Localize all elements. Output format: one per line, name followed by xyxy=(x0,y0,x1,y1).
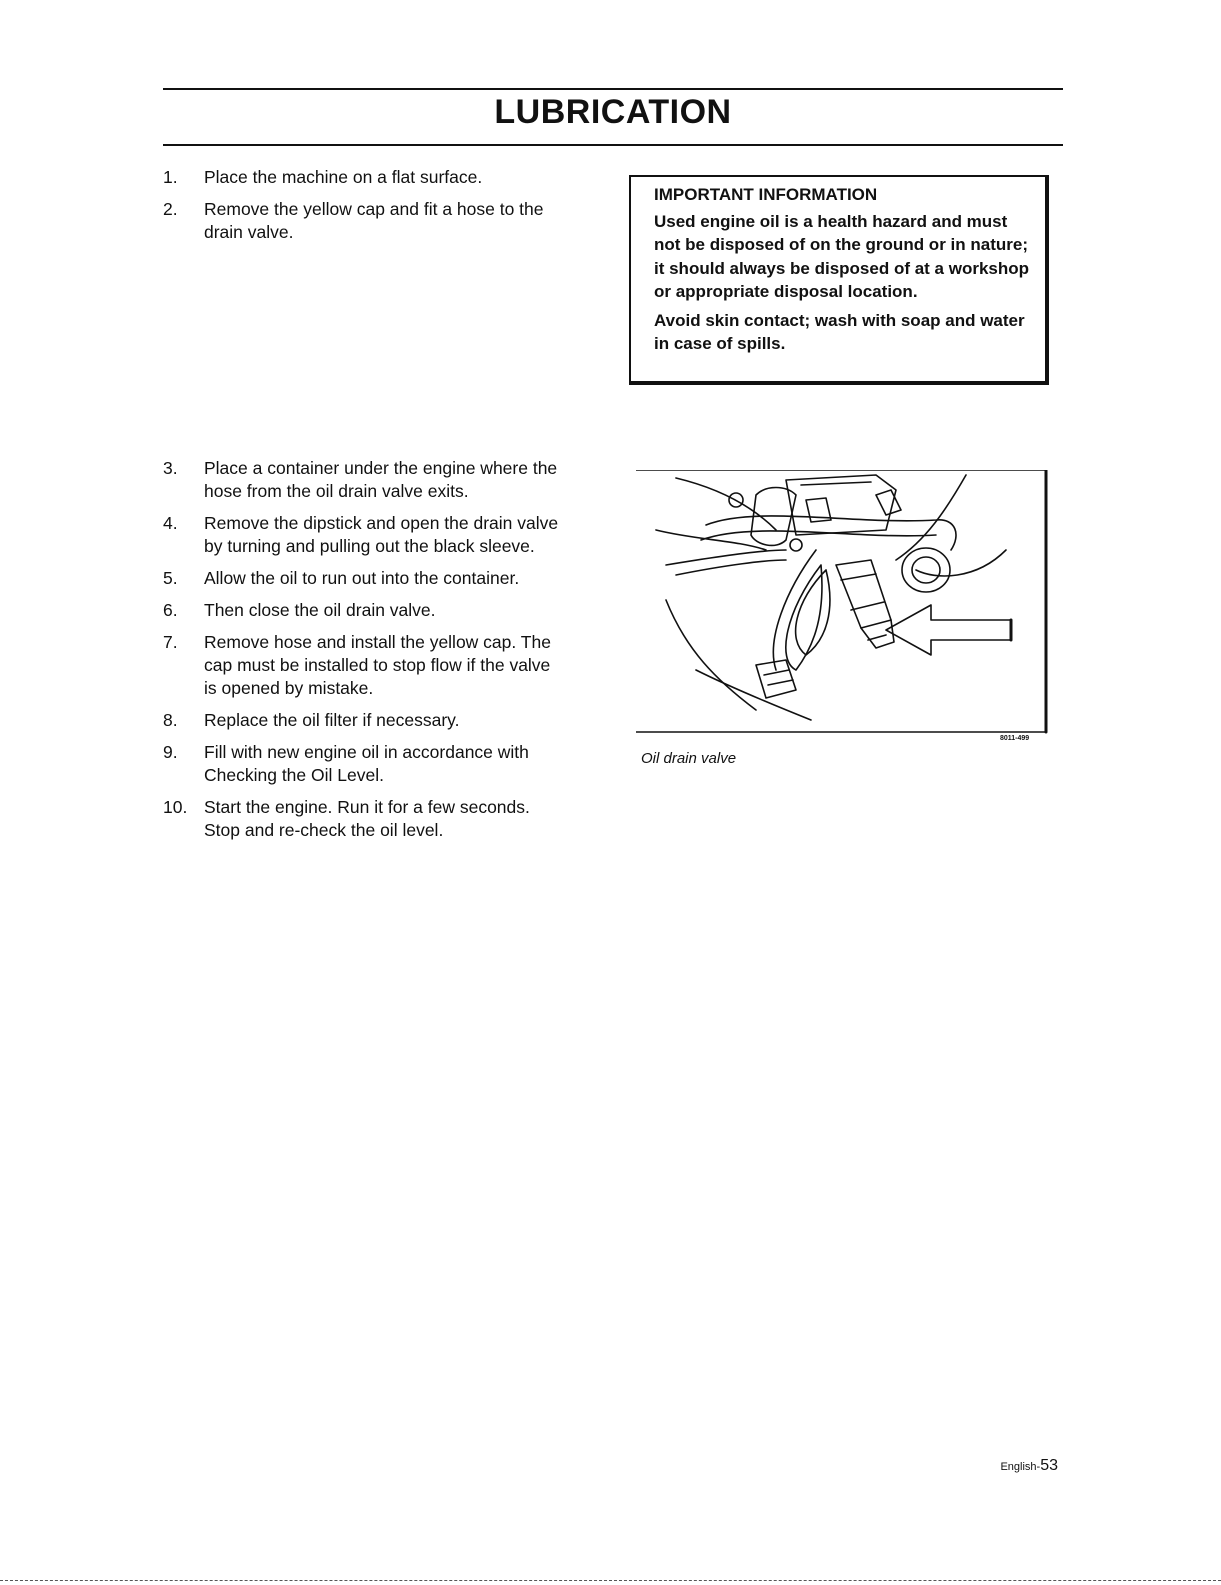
step-number: 5. xyxy=(163,568,178,588)
step-text: Remove hose and install the yellow cap. The cap must be installed to stop flow if the valve is opened by mistake. xyxy=(204,632,551,698)
list-item xyxy=(163,166,563,189)
page-number: 53 xyxy=(1040,1457,1058,1474)
step-number: 2. xyxy=(163,199,178,219)
oil-drain-valve-illustration-icon xyxy=(636,470,1054,735)
step-number: 6. xyxy=(163,600,178,620)
list-item xyxy=(163,709,563,732)
step-text: Allow the oil to run out into the container. xyxy=(204,568,520,588)
header-rule-top xyxy=(163,88,1063,90)
step-number: 8. xyxy=(163,710,178,730)
list-item xyxy=(163,512,563,558)
footer-language: English- xyxy=(1000,1461,1041,1473)
step-text: Fill with new engine oil in accordance with Checking the Oil Level. xyxy=(204,742,529,785)
bottom-edge-rule xyxy=(0,1580,1221,1581)
step-text: Place the machine on a flat surface. xyxy=(204,167,483,187)
step-text: Place a container under the engine where the hose from the oil drain valve exits. xyxy=(204,458,558,501)
step-text: Then close the oil drain valve. xyxy=(204,600,436,620)
step-number: 3. xyxy=(163,458,178,478)
step-number: 9. xyxy=(163,742,178,762)
steps-list-bottom xyxy=(163,457,563,851)
list-item xyxy=(163,599,563,622)
step-text: Remove the yellow cap and fit a hose to the drain valve. xyxy=(204,199,544,242)
figure-code: 8011-499 xyxy=(1000,735,1030,742)
list-item xyxy=(163,567,563,590)
header-rule-bottom xyxy=(163,144,1063,146)
list-item xyxy=(163,457,563,503)
info-paragraph: Used engine oil is a health hazard and must not be disposed of on the ground or in nature; it should always be disposed of at a workshop or appropriate disposal location. xyxy=(654,211,1030,301)
step-text: Replace the oil filter if necessary. xyxy=(204,710,460,730)
steps-list-top xyxy=(163,166,563,253)
page-footer xyxy=(1000,1457,1058,1475)
list-item xyxy=(163,198,563,244)
list-item xyxy=(163,796,563,842)
step-number: 1. xyxy=(163,167,178,187)
important-information-box xyxy=(629,175,1049,385)
step-text: Remove the dipstick and open the drain valve by turning and pulling out the black sleeve. xyxy=(204,513,559,556)
step-number: 10. xyxy=(163,797,188,817)
list-item xyxy=(163,631,563,700)
list-item xyxy=(163,741,563,787)
step-text: Start the engine. Run it for a few seconds. Stop and re-check the oil level. xyxy=(204,797,530,840)
info-heading: IMPORTANT INFORMATION xyxy=(654,185,878,204)
figure-caption: Oil drain valve xyxy=(641,750,737,767)
step-number: 4. xyxy=(163,513,178,533)
page-title: LUBRICATION xyxy=(494,93,732,131)
step-number: 7. xyxy=(163,632,178,652)
info-paragraph: Avoid skin contact; wash with soap and water in case of spills. xyxy=(654,310,1025,353)
